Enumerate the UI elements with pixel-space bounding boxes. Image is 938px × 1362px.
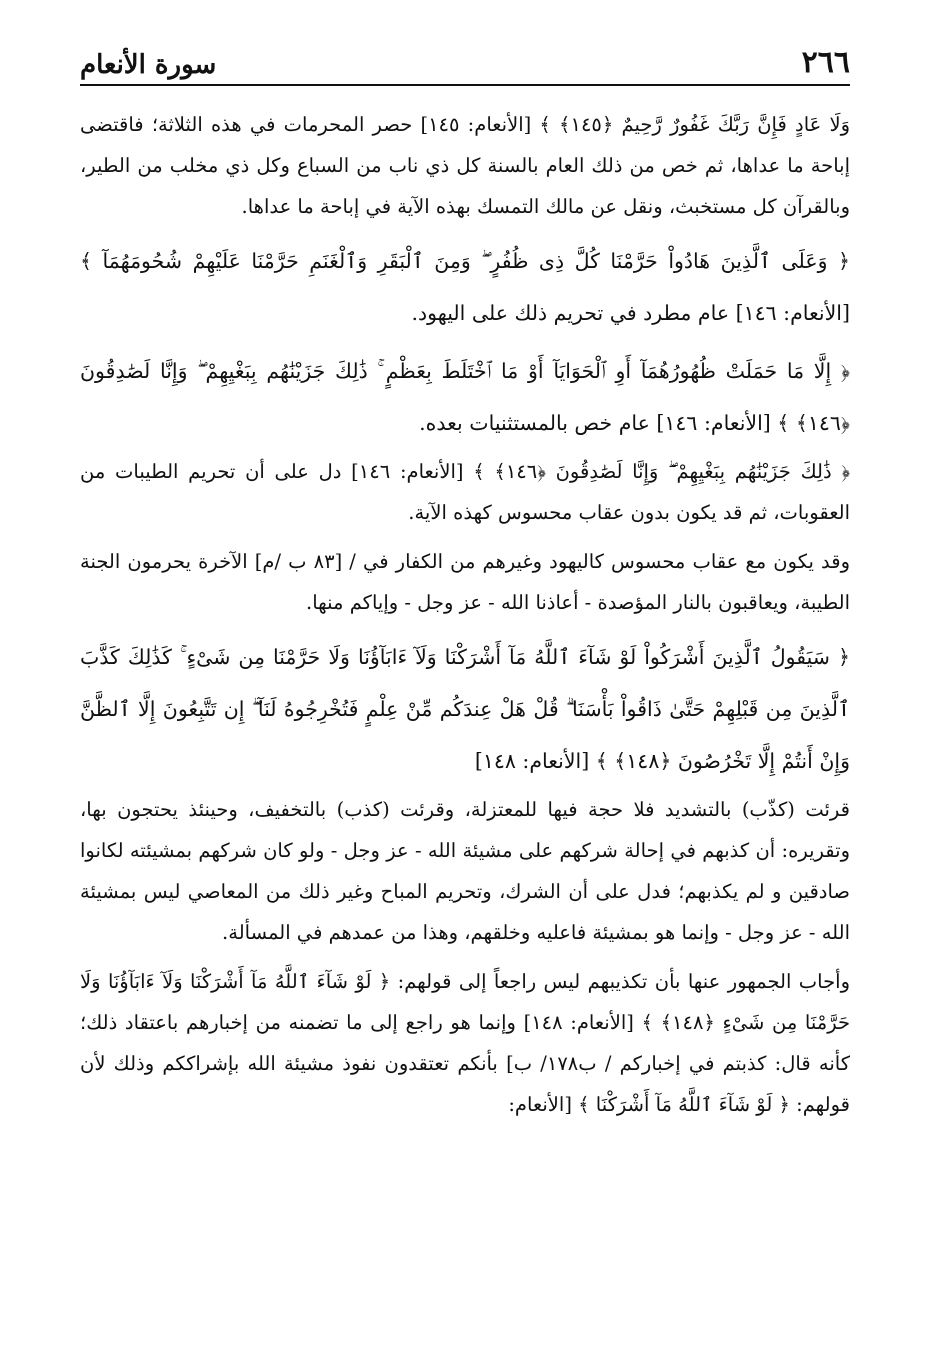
paragraph-verse-146-a: ﴿ وَعَلَى ٱلَّذِينَ هَادُواْ حَرَّمْنَا كُلَّ ذِى ظُفُرٍ ۖ وَمِنَ ٱلْبَقَرِ وَٱلْغَنَمِ حَرَّمْنَا عَلَيْهِمْ شُحُومَهُمَآ ﴾ [الأنعام: ١٤٦] عام مطرد في تحريم ذلك على اليهود.: [80, 249, 850, 325]
page-header: [80, 36, 850, 86]
surah-title: سورة الأنعام: [80, 50, 217, 80]
page-number: ٢٦٦: [801, 45, 850, 80]
paragraph-commentary-145: وَلَا عَادٍ فَإِنَّ رَبَّكَ غَفُورٌ رَّحِيمٌ ﴿١٤٥﴾ ﴾ [الأنعام: ١٤٥] حصر المحرمات في هذه الثلاثة؛ فاقتضى إباحة ما عداها، ثم خص من ذلك العام بالسنة كل ذي ناب من السباع وكل ذي مخلب من الطير، وبالقرآن كل مستخبث، ونقل عن مالك التمسك بهذه الآية في إباحة ما عداها.: [80, 113, 850, 218]
paragraph-verse-148: ﴿ سَيَقُولُ ٱلَّذِينَ أَشْرَكُواْ لَوْ شَآءَ ٱللَّهُ مَآ أَشْرَكْنَا وَلَآ ءَابَآؤُنَا وَلَا حَرَّمْنَا مِن شَىْءٍ ۚ كَذَٰلِكَ كَذَّبَ ٱلَّذِينَ مِن قَبْلِهِمْ حَتَّىٰ ذَاقُواْ بَأْسَنَا ۗ قُلْ هَلْ عِندَكُم مِّنْ عِلْمٍ فَتُخْرِجُوهُ لَنَآ ۖ إِن تَتَّبِعُونَ إِلَّا ٱلظَّنَّ وَإِنْ أَنتُمْ إِلَّا تَخْرُصُونَ ﴿١٤٨﴾ ﴾ [الأنعام: ١٤٨]: [80, 645, 850, 773]
paragraph-readings: قرئت (كذّب) بالتشديد فلا حجة فيها للمعتزلة، وقرئت (كذب) بالتخفيف، وحينئذ يحتجون بها، وتقريره: أن كذبهم في إحالة شركهم على مشيئة الله - عز وجل - ولو كان شركهم بمشيئته لكانوا صادقين و لم يكذبهم؛ فدل على أن الشرك، وتحريم المباح وغير ذلك من المعاصي ليس بمشيئة الله - عز وجل - وإنما هو بمشيئة فاعليه وخلقهم، وهذا من عمدهم في المسألة.: [80, 798, 850, 944]
paragraph-punishment: وقد يكون مع عقاب محسوس كاليهود وغيرهم من الكفار في / [٨٣ ب /م] الآخرة يحرمون الجنة الطيبة، ويعاقبون بالنار المؤصدة - أعاذنا الله - عز وجل - وإياكم منها.: [80, 550, 850, 614]
paragraph-verse-146-b: ﴿ إِلَّا مَا حَمَلَتْ ظُهُورُهُمَآ أَوِ ٱلْحَوَايَآ أَوْ مَا ٱخْتَلَطَ بِعَظْمٍ ۚ ذَٰلِكَ جَزَيْنَٰهُم بِبَغْيِهِمْ ۖ وَإِنَّا لَصَٰدِقُونَ ﴿١٤٦﴾ ﴾ [الأنعام: ١٤٦] عام خص بالمستثنيات بعده.: [80, 359, 850, 435]
paragraph-majority-answer: وأجاب الجمهور عنها بأن تكذيبهم ليس راجعاً إلى قولهم: ﴿ لَوْ شَآءَ ٱللَّهُ مَآ أَشْرَكْنَا وَلَآ ءَابَآؤُنَا وَلَا حَرَّمْنَا مِن شَىْءٍ ﴿١٤٨﴾ ﴾ [الأنعام: ١٤٨] وإنما هو راجع إلى ما تضمنه من إخبارهم باعتقاد ذلك؛ كأنه قال: كذبتم في إخباركم / ب١٧٨/ ب] بأنكم تعتقدون نفوذ مشيئة الله بإشراككم وذلك لأن قولهم: ﴿ لَوْ شَآءَ ٱللَّهُ مَآ أَشْرَكْنَا ﴾ [الأنعام:: [80, 970, 851, 1116]
paragraph-verse-146-c: ﴿ ذَٰلِكَ جَزَيْنَٰهُم بِبَغْيِهِمْ ۖ وَإِنَّا لَصَٰدِقُونَ ﴿١٤٦﴾ ﴾ [الأنعام: ١٤٦] دل على أن تحريم الطيبات من العقوبات، ثم قد يكون بدون عقاب محسوس كهذه الآية.: [80, 460, 851, 524]
page-body: [80, 86, 850, 1125]
